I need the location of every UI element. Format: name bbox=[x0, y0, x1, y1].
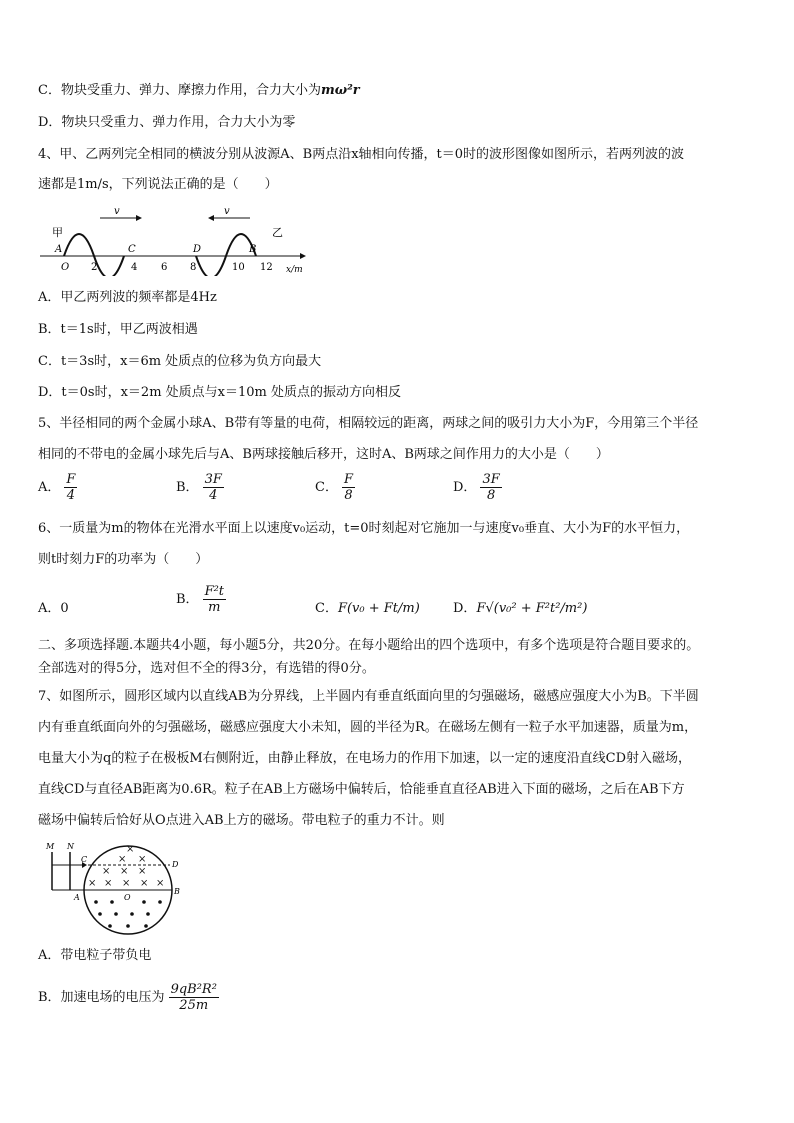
label-yi: 乙 bbox=[272, 226, 283, 239]
q3-option-c-expr: mω²r bbox=[320, 83, 360, 98]
svg-text:×: × bbox=[102, 866, 111, 877]
q5-stem-line1: 5、半径相同的两个金属小球A、B带有等量的电荷，相隔较远的距离，两球之间的吸引力大小为F，今用第三个半径 bbox=[38, 416, 699, 431]
velocity-arrowhead-yi bbox=[208, 215, 214, 221]
svg-text:×: × bbox=[120, 866, 129, 877]
x-axis-arrow bbox=[300, 253, 306, 259]
tick-0: O bbox=[61, 262, 70, 273]
q7-stem-line5: 磁场中偏转后恰好从O点进入AB上方的磁场。带电粒子的重力不计。则 bbox=[38, 813, 445, 828]
q7-stem-line4: 直线CD与直径AB距离为0.6R。粒子在AB上方磁场中偏转后，恰能垂直直径AB进入下面的磁场，之后在AB下方 bbox=[38, 782, 685, 797]
label-jia: 甲 bbox=[52, 226, 63, 239]
axis-label-x: x/m bbox=[286, 265, 303, 275]
q5-option-a: A． $\frac{F}{4}$ bbox=[38, 472, 76, 503]
tick-10: 10 bbox=[232, 262, 245, 273]
q5-fraction-b: $\frac{3F}{4}$ bbox=[204, 472, 222, 503]
q4-stem-line2: 速都是1m/s，下列说法正确的是（ ） bbox=[38, 177, 278, 192]
q4-option-c: C．t＝3s时，x＝6m 处质点的位移为负方向最大 bbox=[38, 354, 322, 369]
q7-stem-line2: 内有垂直纸面向外的匀强磁场，磁感应强度大小未知，圆的半径为R。在磁场左侧有一粒子水平加速器，质量为m， bbox=[38, 720, 698, 735]
q5-stem-line2: 相同的不带电的金属小球先后与A、B两球接触后移开，这时A、B两球之间作用力的大小是（ ） bbox=[38, 447, 609, 462]
label-a: A bbox=[74, 893, 80, 902]
label-c: C bbox=[81, 855, 88, 864]
q6-option-b: B． $\frac{\text{F²t}}{m}$ bbox=[176, 584, 225, 615]
q7-fraction-b: $\frac{\text{9qB²R²}}{25m}$ bbox=[170, 982, 217, 1013]
q5-option-b: B． $\frac{3F}{4}$ bbox=[176, 472, 222, 503]
q7-stem-line3: 电量大小为q的粒子在极板M右侧附近，由静止释放，在电场力的作用下加速，以一定的速度沿直线CD射入磁场， bbox=[38, 751, 692, 766]
tick-8: 8 bbox=[190, 262, 197, 273]
q5-option-c: C． $\frac{F}{8}$ bbox=[315, 472, 353, 503]
q7-option-a: A．带电粒子带负电 bbox=[38, 948, 152, 963]
svg-text:×: × bbox=[122, 878, 131, 889]
label-v-left: v bbox=[114, 206, 120, 217]
q6-option-c-expr: F(v₀ + Ft/m) bbox=[337, 601, 420, 616]
q7-option-b: B．加速电场的电压为 $\frac{\text{9qB²R²}}{25m}$ bbox=[38, 982, 217, 1013]
q7-magnetic-field-figure bbox=[40, 838, 190, 938]
q4-stem-line1: 4、甲、乙两列完全相同的横波分别从波源A、B两点沿x轴相向传播，t＝0时的波形图像如图所示，若两列波的波 bbox=[38, 147, 685, 162]
svg-text:×: × bbox=[104, 878, 113, 889]
velocity-arrowhead-jia bbox=[136, 215, 142, 221]
q6-stem-line2: 则t时刻力F的功率为（ ） bbox=[38, 552, 209, 567]
svg-text:×: × bbox=[118, 854, 127, 865]
field-into-page-marks bbox=[88, 844, 164, 889]
label-d: D bbox=[172, 860, 179, 869]
q5-option-d: D． $\frac{3F}{8}$ bbox=[453, 472, 500, 503]
q3-option-d: D．物块只受重力、弹力作用，合力大小为零 bbox=[38, 115, 296, 130]
tick-6: 6 bbox=[161, 262, 168, 273]
q6-option-c: C．F(v₀ + Ft/m) bbox=[315, 601, 420, 616]
svg-text:×: × bbox=[140, 878, 149, 889]
q4-wave-figure bbox=[38, 204, 318, 276]
section2-heading-line2: 全部选对的得5分，选对但不全的得3分，有选错的得0分。 bbox=[38, 661, 375, 676]
label-o: O bbox=[124, 893, 131, 902]
q4-option-d: D．t＝0s时，x＝2m 处质点与x＝10m 处质点的振动方向相反 bbox=[38, 385, 401, 400]
point-b: B bbox=[249, 244, 257, 255]
point-d: D bbox=[193, 244, 202, 255]
tick-4: 4 bbox=[131, 262, 138, 273]
q7-stem-line1: 7、如图所示，圆形区域内以直线AB为分界线，上半圆内有垂直纸面向里的匀强磁场，磁感应强度大小为B。下半圆 bbox=[38, 689, 699, 704]
field-out-of-page-marks bbox=[94, 900, 162, 928]
q3-option-c: C．物块受重力、弹力、摩擦力作用，合力大小为mω²r bbox=[38, 83, 360, 98]
wave-yi bbox=[196, 234, 256, 276]
label-m: M bbox=[46, 842, 55, 851]
q6-fraction-b: $\frac{\text{F²t}}{m}$ bbox=[204, 584, 225, 615]
q4-option-a: A．甲乙两列波的频率都是4Hz bbox=[38, 290, 217, 305]
label-b: B bbox=[174, 887, 180, 896]
tick-12: 12 bbox=[260, 262, 273, 273]
q5-fraction-d: $\frac{3F}{8}$ bbox=[482, 472, 500, 503]
q6-option-a: A．0 bbox=[38, 601, 69, 616]
label-n: N bbox=[67, 842, 74, 851]
label-v-right: v bbox=[224, 206, 230, 217]
point-c: C bbox=[128, 244, 136, 255]
q6-stem-line1: 6、一质量为m的物体在光滑水平面上以速度v₀运动，t=0时刻起对它施加一与速度v₀垂直、大小为F的水平恒力， bbox=[38, 521, 690, 536]
q6-option-d: D．F√(v₀² + F²t²/m²) bbox=[453, 601, 588, 616]
svg-text:×: × bbox=[156, 878, 165, 889]
q5-fraction-a: $\frac{F}{4}$ bbox=[66, 472, 76, 503]
tick-2: 2 bbox=[91, 262, 98, 273]
svg-text:×: × bbox=[138, 854, 147, 865]
q5-fraction-c: $\frac{F}{8}$ bbox=[343, 472, 353, 503]
q4-option-b: B．t＝1s时，甲乙两波相遇 bbox=[38, 322, 198, 337]
svg-text:×: × bbox=[88, 878, 97, 889]
q6-option-d-expr: F√(v₀² + F²t²/m²) bbox=[476, 601, 588, 616]
point-a: A bbox=[55, 244, 63, 255]
svg-text:×: × bbox=[126, 844, 135, 855]
svg-text:×: × bbox=[138, 866, 147, 877]
section2-heading-line1: 二、多项选择题.本题共4小题，每小题5分，共20分。在每小题给出的四个选项中，有多个选项是符合题目要求的。 bbox=[38, 638, 700, 653]
